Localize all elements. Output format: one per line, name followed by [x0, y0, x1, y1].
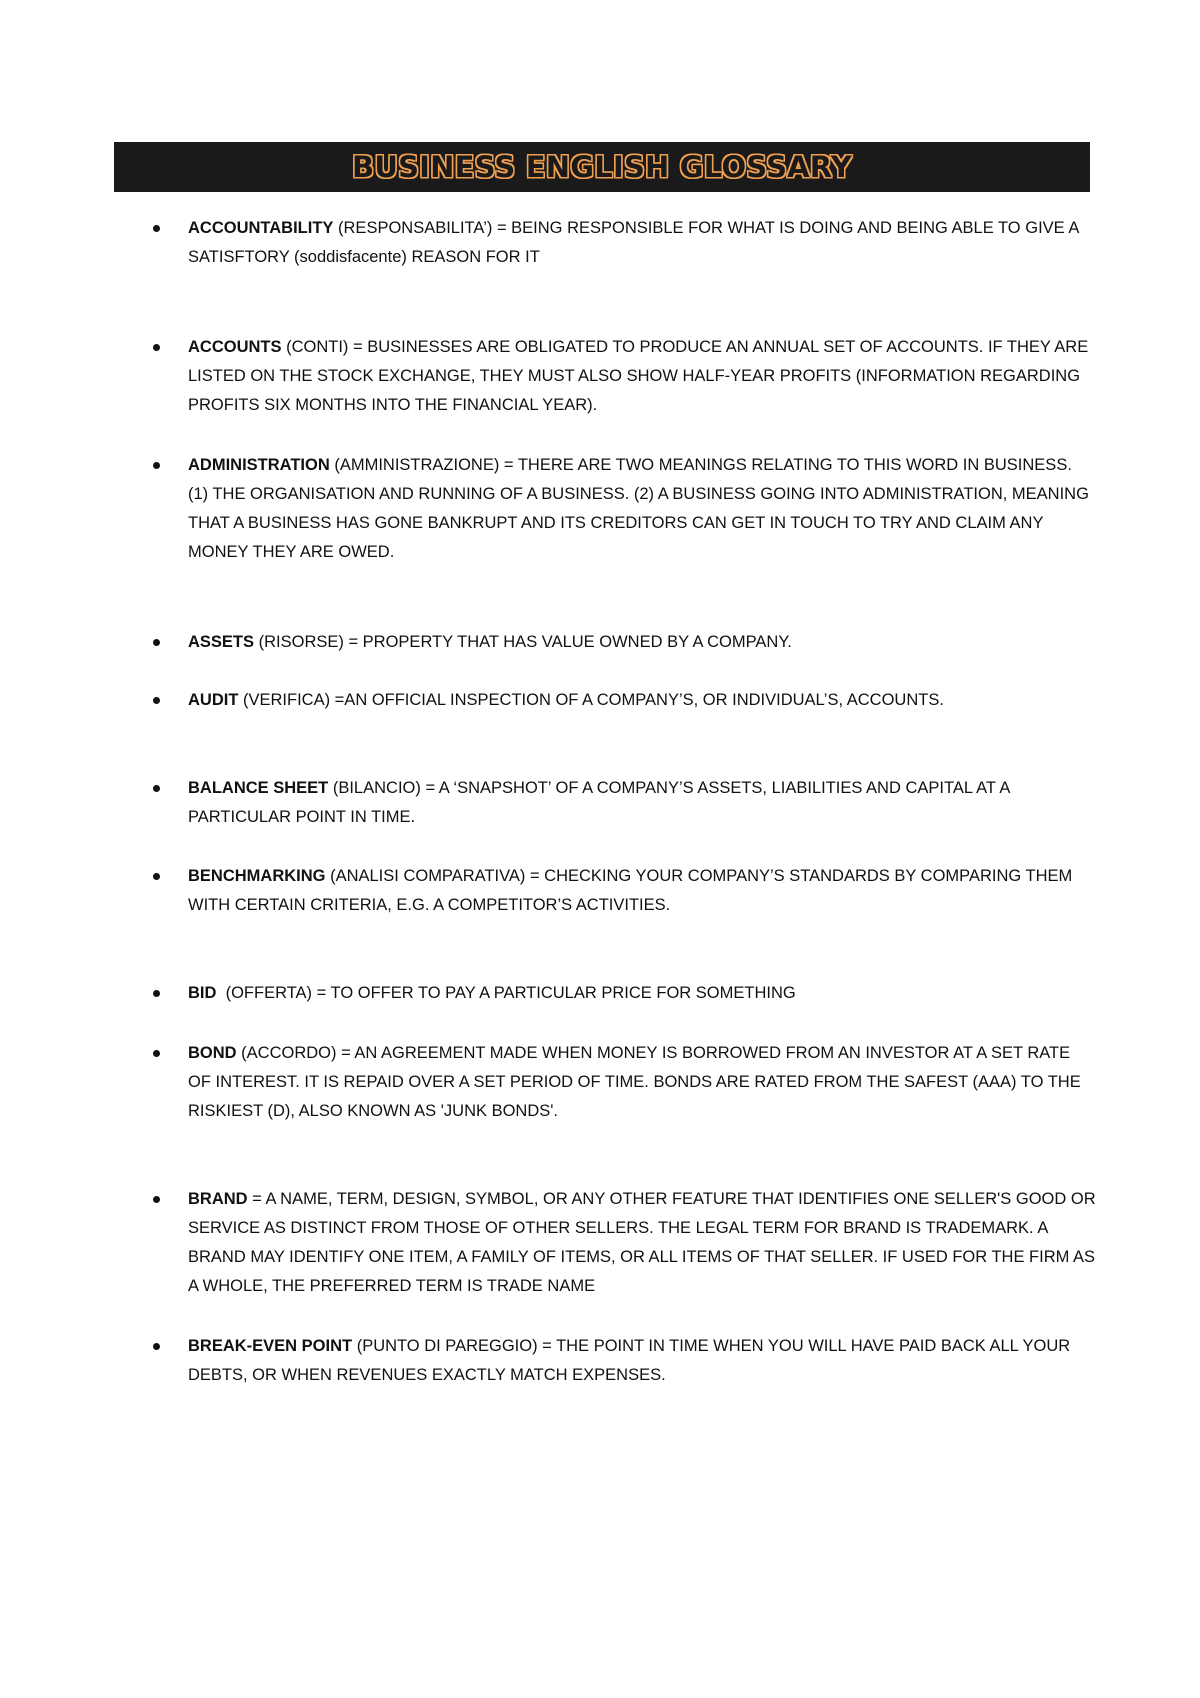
bullet-icon: [152, 214, 160, 243]
glossary-entry-benchmarking: [156, 862, 1096, 920]
title-banner: [114, 142, 1090, 192]
bullet-icon: [152, 1185, 160, 1214]
entry-text: [188, 862, 1096, 920]
entry-text: [188, 333, 1096, 420]
entry-text: [188, 686, 1096, 715]
entry-definition: (CONTI) = BUSINESSES ARE OBLIGATED TO PRODUCE AN ANNUAL SET OF ACCOUNTS. IF THEY ARE LISTED ON THE STOCK EXCHANGE, THEY MUST ALSO SHOW HALF-YEAR PROFITS (INFORMATION REGARDING PROFITS SIX MONTHS INTO THE FINANCIAL YEAR).: [188, 338, 1089, 414]
entry-term: BALANCE SHEET: [188, 779, 329, 797]
entry-term: BENCHMARKING: [188, 867, 326, 885]
entry-text: [188, 1185, 1096, 1301]
entry-text: [188, 628, 1096, 657]
entry-term: BOND: [188, 1044, 237, 1062]
bullet-icon: [152, 1332, 160, 1361]
entry-term: BREAK-EVEN POINT: [188, 1337, 353, 1355]
entry-text: [188, 451, 1096, 567]
entry-definition: (RISORSE) = PROPERTY THAT HAS VALUE OWNED BY A COMPANY.: [254, 633, 792, 651]
entry-term: ACCOUNTABILITY: [188, 219, 334, 237]
glossary-entry-bid: [156, 979, 1096, 1008]
glossary-entry-balance-sheet: [156, 774, 1096, 832]
entry-definition: (ANALISI COMPARATIVA) = CHECKING YOUR COMPANY’S STANDARDS BY COMPARING THEM WITH CERTAIN CRITERIA, E.G. A COMPETITOR’S ACTIVITIES.: [188, 867, 1073, 914]
entry-term: BRAND: [188, 1190, 248, 1208]
entry-text: [188, 1039, 1096, 1126]
entry-definition: (BILANCIO) = A ‘SNAPSHOT’ OF A COMPANY’S ASSETS, LIABILITIES AND CAPITAL AT A PARTICULAR POINT IN TIME.: [188, 779, 1010, 826]
glossary-entry-brand: [156, 1185, 1096, 1301]
entry-definition: (AMMINISTRAZIONE) = THERE ARE TWO MEANINGS RELATING TO THIS WORD IN BUSINESS. (1) THE ORGANISATION AND RUNNING OF A BUSINESS. (2) A BUSINESS GOING INTO ADMINISTRATION, MEANING THAT A BUSINESS HAS GONE BANKRUPT AND ITS CREDITORS CAN GET IN TOUCH TO TRY AND CLAIM ANY MONEY THEY ARE OWED.: [188, 456, 1089, 561]
entry-definition: (PUNTO DI PAREGGIO) = THE POINT IN TIME WHEN YOU WILL HAVE PAID BACK ALL YOUR DEBTS, OR WHEN REVENUES EXACTLY MATCH EXPENSES.: [188, 1337, 1071, 1384]
bullet-icon: [152, 628, 160, 657]
bullet-icon: [152, 686, 160, 715]
bullet-icon: [152, 451, 160, 480]
entry-term: AUDIT: [188, 691, 239, 709]
bullet-icon: [152, 774, 160, 803]
entry-definition: = A NAME, TERM, DESIGN, SYMBOL, OR ANY OTHER FEATURE THAT IDENTIFIES ONE SELLER'S GOOD OR SERVICE AS DISTINCT FROM THOSE OF OTHER SELLERS. THE LEGAL TERM FOR BRAND IS TRADEMARK. A BRAND MAY IDENTIFY ONE ITEM, A FAMILY OF ITEMS, OR ALL ITEMS OF THAT SELLER. IF USED FOR THE FIRM AS A WHOLE, THE PREFERRED TERM IS TRADE NAME: [188, 1190, 1096, 1295]
entry-definition: (RESPONSABILITA’) = BEING RESPONSIBLE FOR WHAT IS DOING AND BEING ABLE TO GIVE A SATISFTORY (soddisfacente) REASON FOR IT: [188, 219, 1079, 266]
entry-definition: (ACCORDO) = AN AGREEMENT MADE WHEN MONEY IS BORROWED FROM AN INVESTOR AT A SET RATE OF INTEREST. IT IS REPAID OVER A SET PERIOD OF TIME. BONDS ARE RATED FROM THE SAFEST (AAA) TO THE RISKIEST (D), ALSO KNOWN AS 'JUNK BONDS'.: [188, 1044, 1081, 1120]
bullet-icon: [152, 862, 160, 891]
entry-text: [188, 1332, 1096, 1390]
entry-text: [188, 774, 1096, 832]
glossary-entry-break-even-point: [156, 1332, 1096, 1390]
document-title: BUSINESS ENGLISH GLOSSARY: [352, 150, 852, 184]
entry-definition: (OFFERTA) = TO OFFER TO PAY A PARTICULAR PRICE FOR SOMETHING: [216, 984, 796, 1002]
entry-text: [188, 214, 1096, 272]
glossary-entry-accountability: [156, 214, 1096, 272]
glossary-entry-audit: [156, 686, 1096, 715]
glossary-entry-accounts: [156, 333, 1096, 420]
glossary-entry-bond: [156, 1039, 1096, 1126]
entry-term: ASSETS: [188, 633, 255, 651]
bullet-icon: [152, 1039, 160, 1068]
entry-term: ADMINISTRATION: [188, 456, 330, 474]
entry-term: BID: [188, 984, 217, 1002]
bullet-icon: [152, 333, 160, 362]
glossary-entry-administration: [156, 451, 1096, 567]
bullet-icon: [152, 979, 160, 1008]
glossary-entry-assets: [156, 628, 1096, 657]
entry-term: ACCOUNTS: [188, 338, 282, 356]
entry-definition: (VERIFICA) =AN OFFICIAL INSPECTION OF A COMPANY’S, OR INDIVIDUAL’S, ACCOUNTS.: [238, 691, 944, 709]
entry-text: [188, 979, 1096, 1008]
